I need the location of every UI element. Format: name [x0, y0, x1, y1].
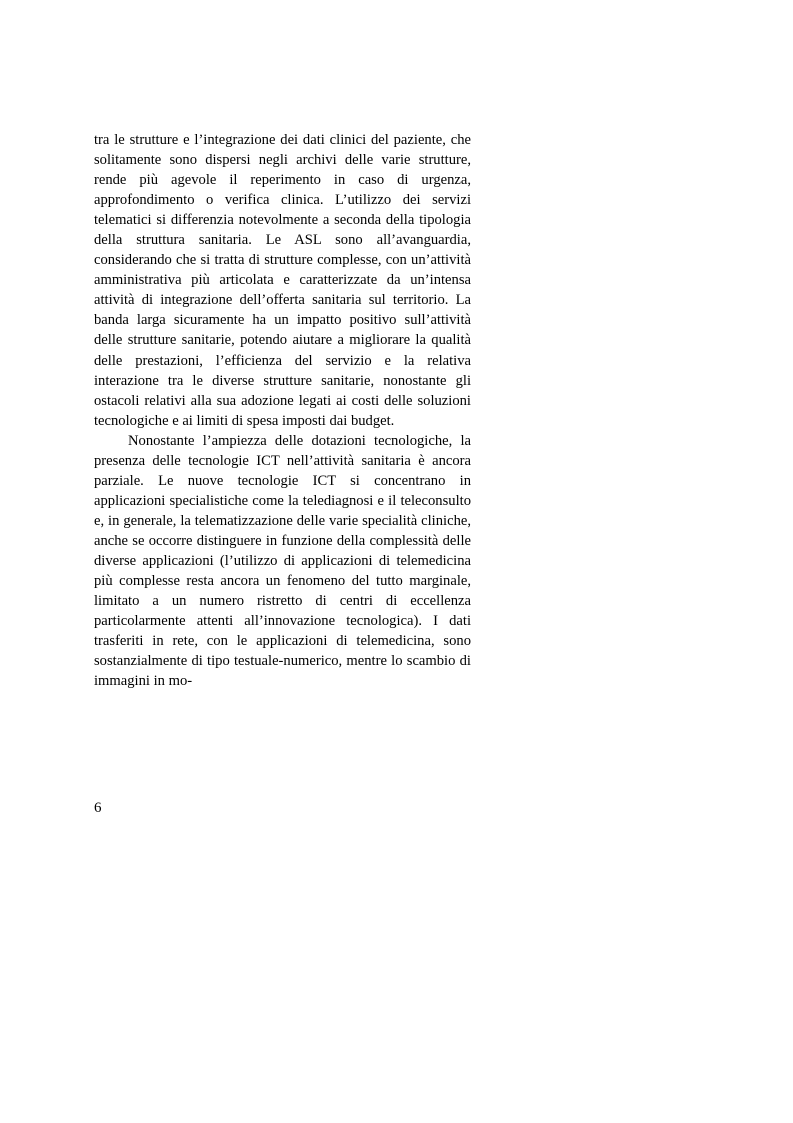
paragraph-2: Nonostante l’ampiezza delle dotazioni tecnologiche, la presenza delle tecnologie ICT nell’attività sanitaria è ancora parziale. Le nuove tecnologie ICT si concentrano in applicazioni specialistiche come la telediagnosi e il teleconsulto e, in generale, la telematizzazione delle varie specialità cliniche, anche se occorre distinguere in funzione della complessità delle diverse applicazioni (l’utilizzo di applicazioni di telemedicina più complesse resta ancora un fenomeno del tutto marginale, limitato a un numero ristretto di centri di eccellenza particolarmente attenti all’innovazione tecnologica). I dati trasferiti in rete, con le applicazioni di telemedicina, sono sostanzialmente di tipo testuale-numerico, mentre lo scambio di immagini in mo-: [94, 432, 471, 690]
page-number: 6: [94, 800, 102, 816]
paragraph-1: tra le strutture e l’integrazione dei dati clinici del paziente, che solitamente sono dispersi negli archivi delle varie strutture, rende più agevole il reperimento in caso di urgenza, approfondimento o verifica clinica. L’utilizzo dei servizi telematici si differenzia notevolmente a seconda della tipologia della struttura sanitaria. Le ASL sono all’avanguardia, considerando che si tratta di strutture complesse, con un’attività amministrativa più articolata e caratterizzate da un’intensa attività di integrazione dell’offerta sanitaria sul territorio. La banda larga sicuramente ha un impatto positivo sull’attività delle strutture sanitarie, potendo aiutare a migliorare la qualità delle prestazioni, l’efficienza del servizio e la relativa interazione tra le diverse strutture sanitarie, nonostante gli ostacoli relativi alla sua adozione legati ai costi delle soluzioni tecnologiche e ai limiti di spesa imposti dai budget.: [94, 132, 471, 429]
body-text: [94, 130, 471, 691]
